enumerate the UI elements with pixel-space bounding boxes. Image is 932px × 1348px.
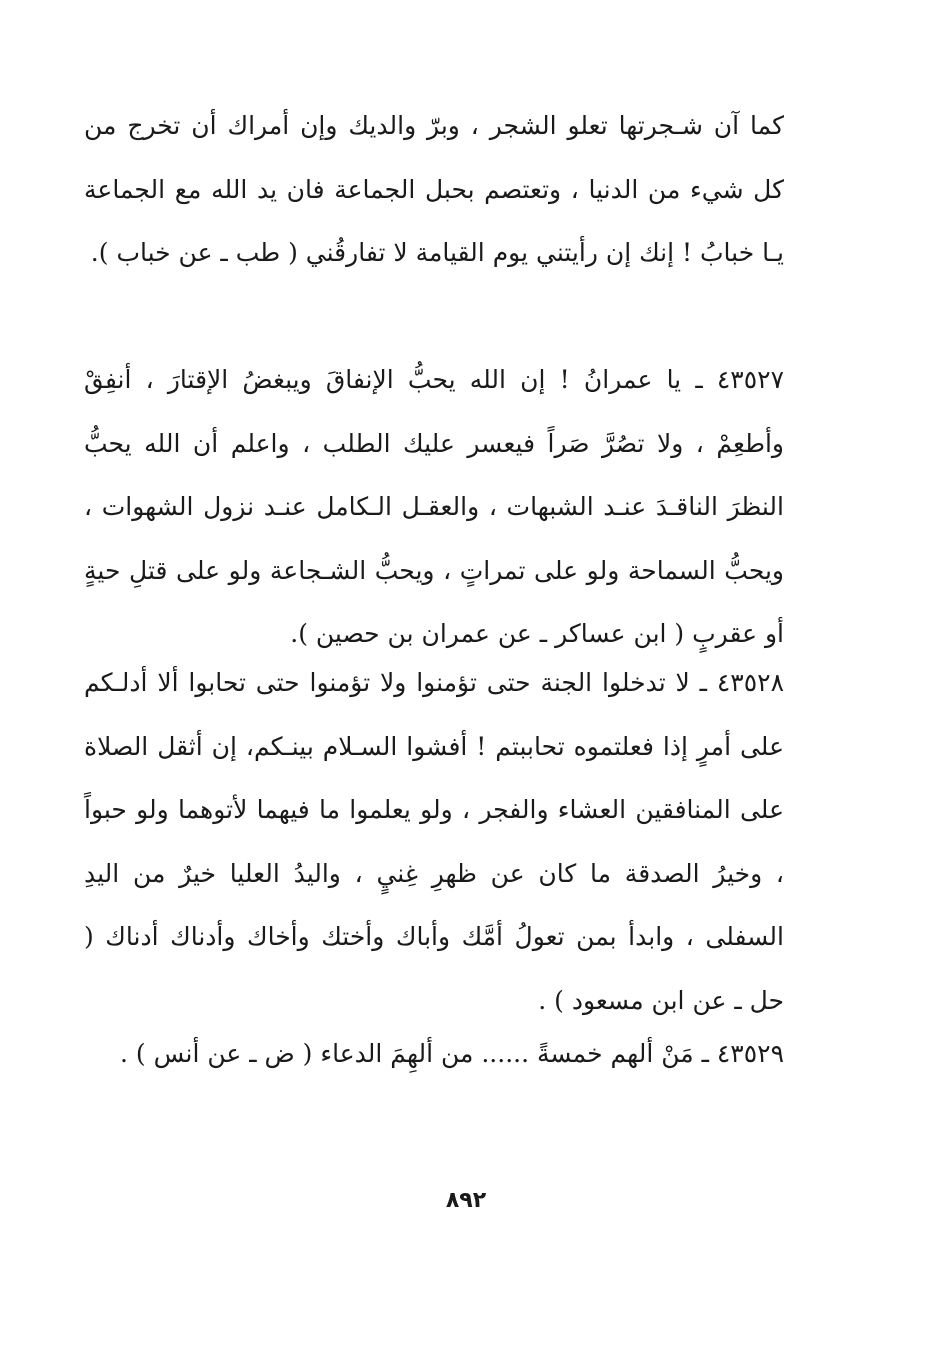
hadith-43528: ٤٣٥٢٨ ـ لا تدخلوا الجنة حتى تؤمنوا ولا تؤمنوا حتى تحابوا ألا أدلـكم على أمرٍ إذا فعلتموه تحاببتم ! أفشوا السـلام بينـكم، إن أثقل الصلاة على المنافقين العشاء والفجر ، ولو يعلموا ما فيهما لأتوهما ولو حبواً ، وخيرُ الصدقة ما كان عن ظهرِ غِنيٍ ، واليدُ العليا خيرٌ من اليدِ السفلى ، وابدأ بمن تعولُ أمَّك وأباك وأختك وأخاك وأدناك أدناك ( حل ـ عن ابن مسعود ) . [84, 668, 784, 1015]
hadith-43527: ٤٣٥٢٧ ـ يا عمرانُ ! إن الله يحبُّ الإنفاقَ ويبغضُ الإقتارَ ، أنفِقْ وأطعِمْ ، ولا تصُرَّ صَراً فيعسر عليك الطلب ، واعلم أن الله يحبُّ النظرَ الناقـدَ عنـد الشبهات ، والعقـل الـكامل عنـد نزول الشهوات ، ويحبُّ السماحة ولو على تمراتٍ ، ويحبُّ الشـجاعة ولو على قتلِ حيةٍ أو عقربٍ ( ابن عساكر ـ عن عمران بن حصين ). [84, 365, 784, 648]
page-number: ٨٩٢ [445, 1188, 487, 1213]
paragraph-continuation: كما آن شـجرتها تعلو الشجر ، وبرّ والديك وإن أمراك أن تخرج من كل شيء من الدنيا ، وتعتصم بحبل الجماعة فان يد الله مع الجماعة يـا خبابُ ! إنك إن رأيتني يوم القيامة لا تفارقُني ( طب ـ عن خباب ). [84, 111, 784, 267]
hadith-43529: ٤٣٥٢٩ ـ مَنْ ألهم خمسةً ...... من ألهِمَ الدعاء ( ض ـ عن أنس ) . [120, 1039, 784, 1068]
